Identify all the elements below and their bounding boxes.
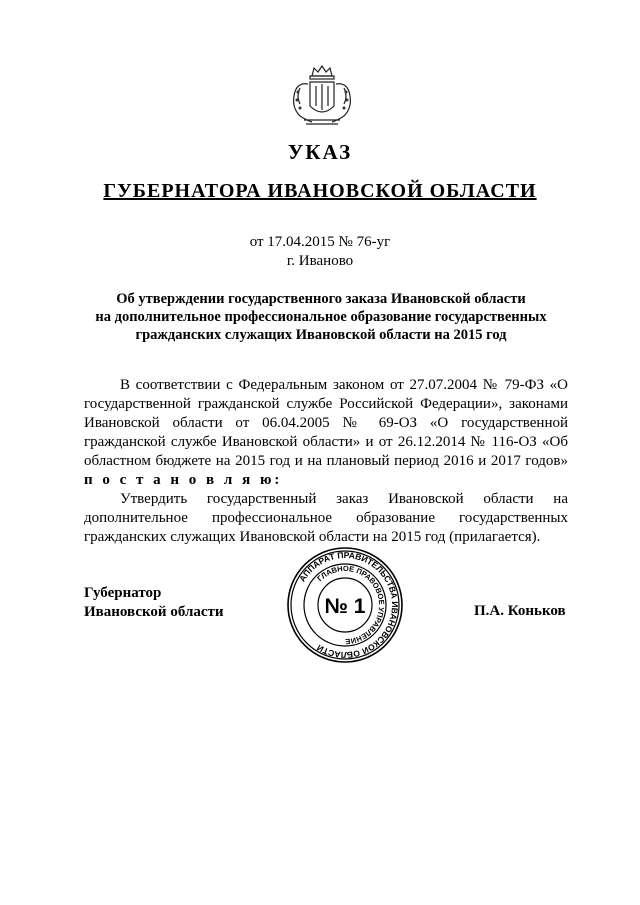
subject-line: гражданских служащих Ивановской области на 2015 год: [135, 327, 507, 343]
subject-line: на дополнительное профессиональное образование государственных: [95, 309, 547, 325]
signatory-position-line: Ивановской области: [84, 604, 224, 620]
date-number-line: от 17.04.2015 № 76-уг: [249, 234, 391, 250]
document-subject: [74, 290, 568, 344]
operative-paragraph: [84, 490, 568, 547]
signatory-position: [84, 584, 224, 622]
ivanovo-coat-of-arms-icon: [286, 62, 358, 130]
city-line: г. Иваново: [286, 253, 354, 269]
preamble-paragraph: [84, 376, 568, 490]
official-stamp-icon: [286, 546, 404, 664]
decree-word: п о с т а н о в л я ю:: [84, 472, 283, 488]
stamp-number: № 1: [324, 595, 366, 618]
operative-text: Утвердить государственный заказ Ивановской области на дополнительное профессиональное образование государственных гражданских служащих Ивановской области на 2015 год (прилагается).: [84, 491, 568, 545]
preamble-text: В соответствии с Федеральным законом от 27.07.2004 № 79-ФЗ «О государственной гражданской службе Российской Федерации», законами Ивановской области от 06.04.2005 № 69-ОЗ «О государственной гражданской службе Ивановской области» и от 26.12.2014 № 116-ОЗ «Об областном бюджете на 2015 год и на плановый период 2016 и 2017 годов»: [84, 377, 568, 469]
document-body: [84, 376, 568, 547]
signatory-position-line: Губернатор: [84, 585, 162, 601]
document-issuer: ГУБЕРНАТОРА ИВАНОВСКОЙ ОБЛАСТИ: [103, 180, 537, 202]
document-title: УКАЗ: [287, 140, 353, 164]
stamp-inner-text: ГЛАВНОЕ ПРАВОВОЕ УПРАВЛЕНИЕ: [315, 563, 387, 647]
signatory-name: П.А. Коньков: [474, 603, 566, 619]
subject-line: Об утверждении государственного заказа Ивановской области: [116, 291, 526, 307]
stamp-outer-text: АППАРАТ ПРАВИТЕЛЬСТВА ИВАНОВСКОЙ ОБЛАСТИ: [296, 549, 401, 661]
